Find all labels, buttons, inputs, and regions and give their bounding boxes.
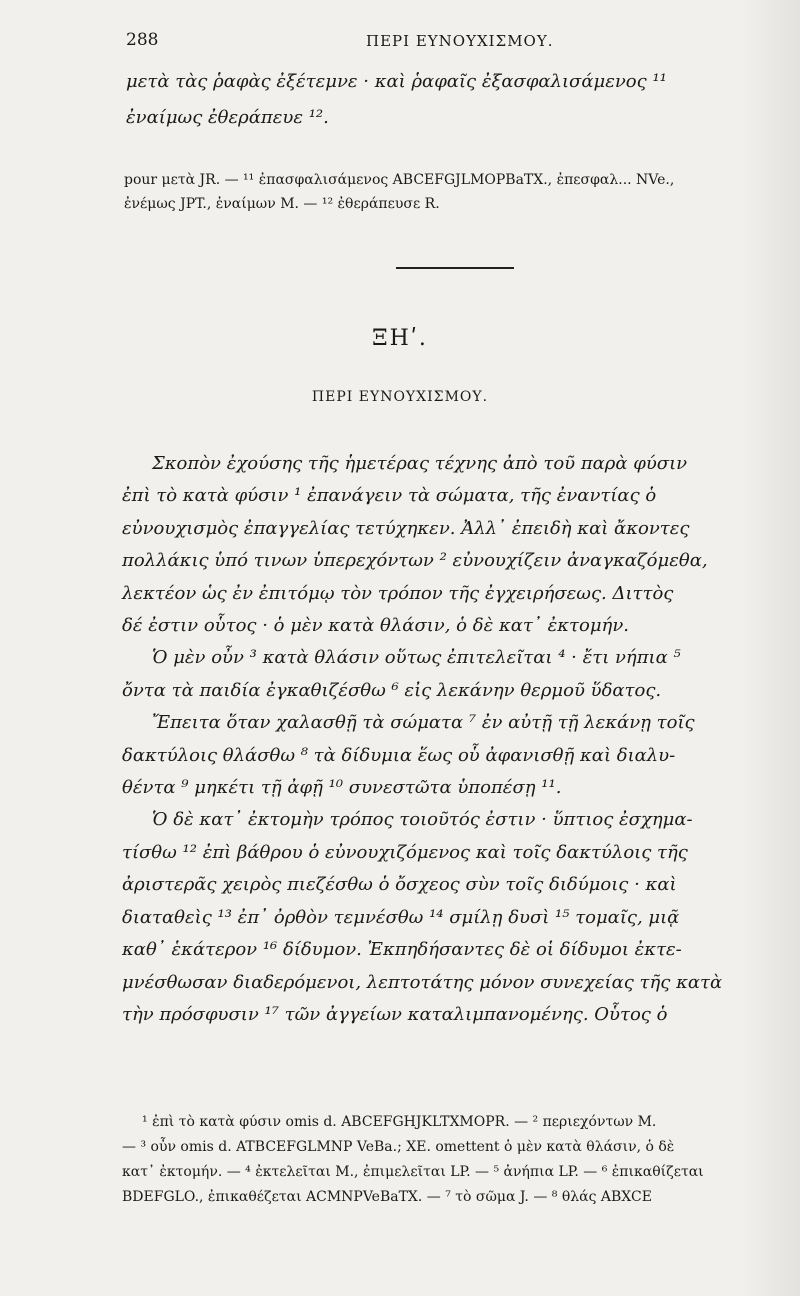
text-line: μνέσθωσαν διαδερόμενοι, λεπτοτάτης μόνον συνεχείας τῆς κατὰ bbox=[122, 971, 723, 993]
chapter-body bbox=[122, 448, 778, 1031]
page-header bbox=[126, 30, 766, 54]
footnote-line: — ³ οὖν omis d. ATBCEFGLMNP VeBa.; XE. omettent ὁ μὲν κατὰ θλάσιν, ὁ δὲ bbox=[122, 1139, 675, 1155]
previous-chapter-ending bbox=[126, 64, 776, 136]
text-line: τὴν πρόσφυσιν ¹⁷ τῶν ἀγγείων καταλιμπανομένης. Οὗτος ὁ bbox=[122, 1003, 668, 1025]
text-line: τίσθω ¹² ἐπὶ βάθρου ὁ εὐνουχιζόμενος καὶ τοῖς δακτύλοις τῆς bbox=[122, 841, 688, 863]
text-line: πολλάκις ὑπό τινων ὑπερεχόντων ² εὐνουχίζειν ἀναγκαζόμεθα, bbox=[122, 550, 708, 572]
text-line: ἀριστερᾶς χειρὸς πιεζέσθω ὁ ὄσχεος σὺν τοῖς διδύμοις · καὶ bbox=[122, 874, 677, 896]
text-line: λεκτέον ὡς ἐν ἐπιτόμῳ τὸν τρόπον τῆς ἐγχειρήσεως. Διττὸς bbox=[122, 582, 674, 604]
text-line: δακτύλοις θλάσθω ⁸ τὰ δίδυμια ἕως οὗ ἀφανισθῇ καὶ διαλυ- bbox=[122, 744, 676, 766]
chapter-title: ΠΕΡΙ ΕΥΝΟΥΧΙΣΜΟΥ. bbox=[311, 389, 489, 405]
text-line: διαταθεὶς ¹³ ἐπ᾽ ὀρθὸν τεμνέσθω ¹⁴ σμίλῃ δυσὶ ¹⁵ τομαῖς, μιᾷ bbox=[122, 906, 680, 928]
text-line: ὄντα τὰ παιδία ἐγκαθιζέσθω ⁶ εἰς λεκάνην θερμοῦ ὕδατος. bbox=[122, 679, 662, 701]
text-line: Ὁ δὲ κατ᾽ ἐκτομὴν τρόπος τοιοῦτός ἐστιν · ὕπτιος ἐσχημα- bbox=[152, 809, 693, 831]
text-line: ἐπὶ τὸ κατὰ φύσιν ¹ ἐπανάγειν τὰ σώματα, τῆς ἐναντίας ὁ bbox=[122, 485, 657, 507]
chapter-number: ΞΗʹ. bbox=[372, 326, 428, 351]
text-line: Σκοπὸν ἐχούσης τῆς ἡμετέρας τέχνης ἀπὸ τοῦ παρὰ φύσιν bbox=[152, 453, 688, 474]
text-line: μετὰ τὰς ῥαφὰς ἐξέτεμνε · καὶ ῥαφαῖς ἐξασφαλισάμενος ¹¹ bbox=[126, 71, 667, 92]
running-title: ΠΕΡΙ ΕΥΝΟΥΧΙΣΜΟΥ. bbox=[366, 32, 554, 50]
footnote-line: ἐνέμως JPT., ἐναίμων M. — ¹² ἐθεράπευσε R. bbox=[124, 196, 440, 212]
footnote-line: ¹ ἐπὶ τὸ κατὰ φύσιν omis d. ABCEFGHJKLTXMOPR. — ² περιεχόντων M. bbox=[142, 1114, 657, 1130]
footnotes bbox=[122, 1110, 782, 1210]
previous-chapter-footnotes bbox=[124, 168, 780, 216]
text-line: δέ ἐστιν οὗτος · ὁ μὲν κατὰ θλάσιν, ὁ δὲ κατ᾽ ἐκτομήν. bbox=[122, 615, 629, 637]
section-divider bbox=[396, 267, 514, 269]
text-line: καθ᾽ ἑκάτερον ¹⁶ δίδυμον. Ἐκπηδήσαντες δὲ οἱ δίδυμοι ἐκτε- bbox=[122, 939, 682, 961]
text-line: Ἔπειτα ὅταν χαλασθῇ τὰ σώματα ⁷ ἐν αὐτῇ τῇ λεκάνῃ τοῖς bbox=[152, 712, 695, 734]
footnote-line: κατ᾽ ἐκτομήν. — ⁴ ἐκτελεῖται M., ἐπιμελεῖται LP. — ⁵ ἀνήπια LP. — ⁶ ἐπικαθίζεται bbox=[122, 1164, 704, 1180]
footnote-line: pour μετὰ JR. — ¹¹ ἐπασφαλισάμενος ABCEFGJLMOPBaTX., ἐπεσφαλ... NVe., bbox=[124, 172, 675, 188]
text-line: θέντα ⁹ μηκέτι τῇ ἀφῇ ¹⁰ συνεστῶτα ὑποπέσῃ ¹¹. bbox=[122, 777, 562, 799]
footnote-line: BDEFGLO., ἐπικαθέζεται ACMNPVeBaTX. — ⁷ τὸ σῶμα J. — ⁸ θλάς ABXCE bbox=[122, 1189, 652, 1205]
text-line: εὐνουχισμὸς ἐπαγγελίας τετύχηκεν. Ἀλλ᾽ ἐπειδὴ καὶ ἄκοντες bbox=[122, 517, 690, 539]
text-line: Ὁ μὲν οὖν ³ κατὰ θλάσιν οὕτως ἐπιτελεῖται ⁴ · ἔτι νήπια ⁵ bbox=[152, 647, 681, 669]
page-number: 288 bbox=[126, 30, 159, 50]
text-line: ἐναίμως ἐθεράπευε ¹². bbox=[126, 107, 329, 128]
